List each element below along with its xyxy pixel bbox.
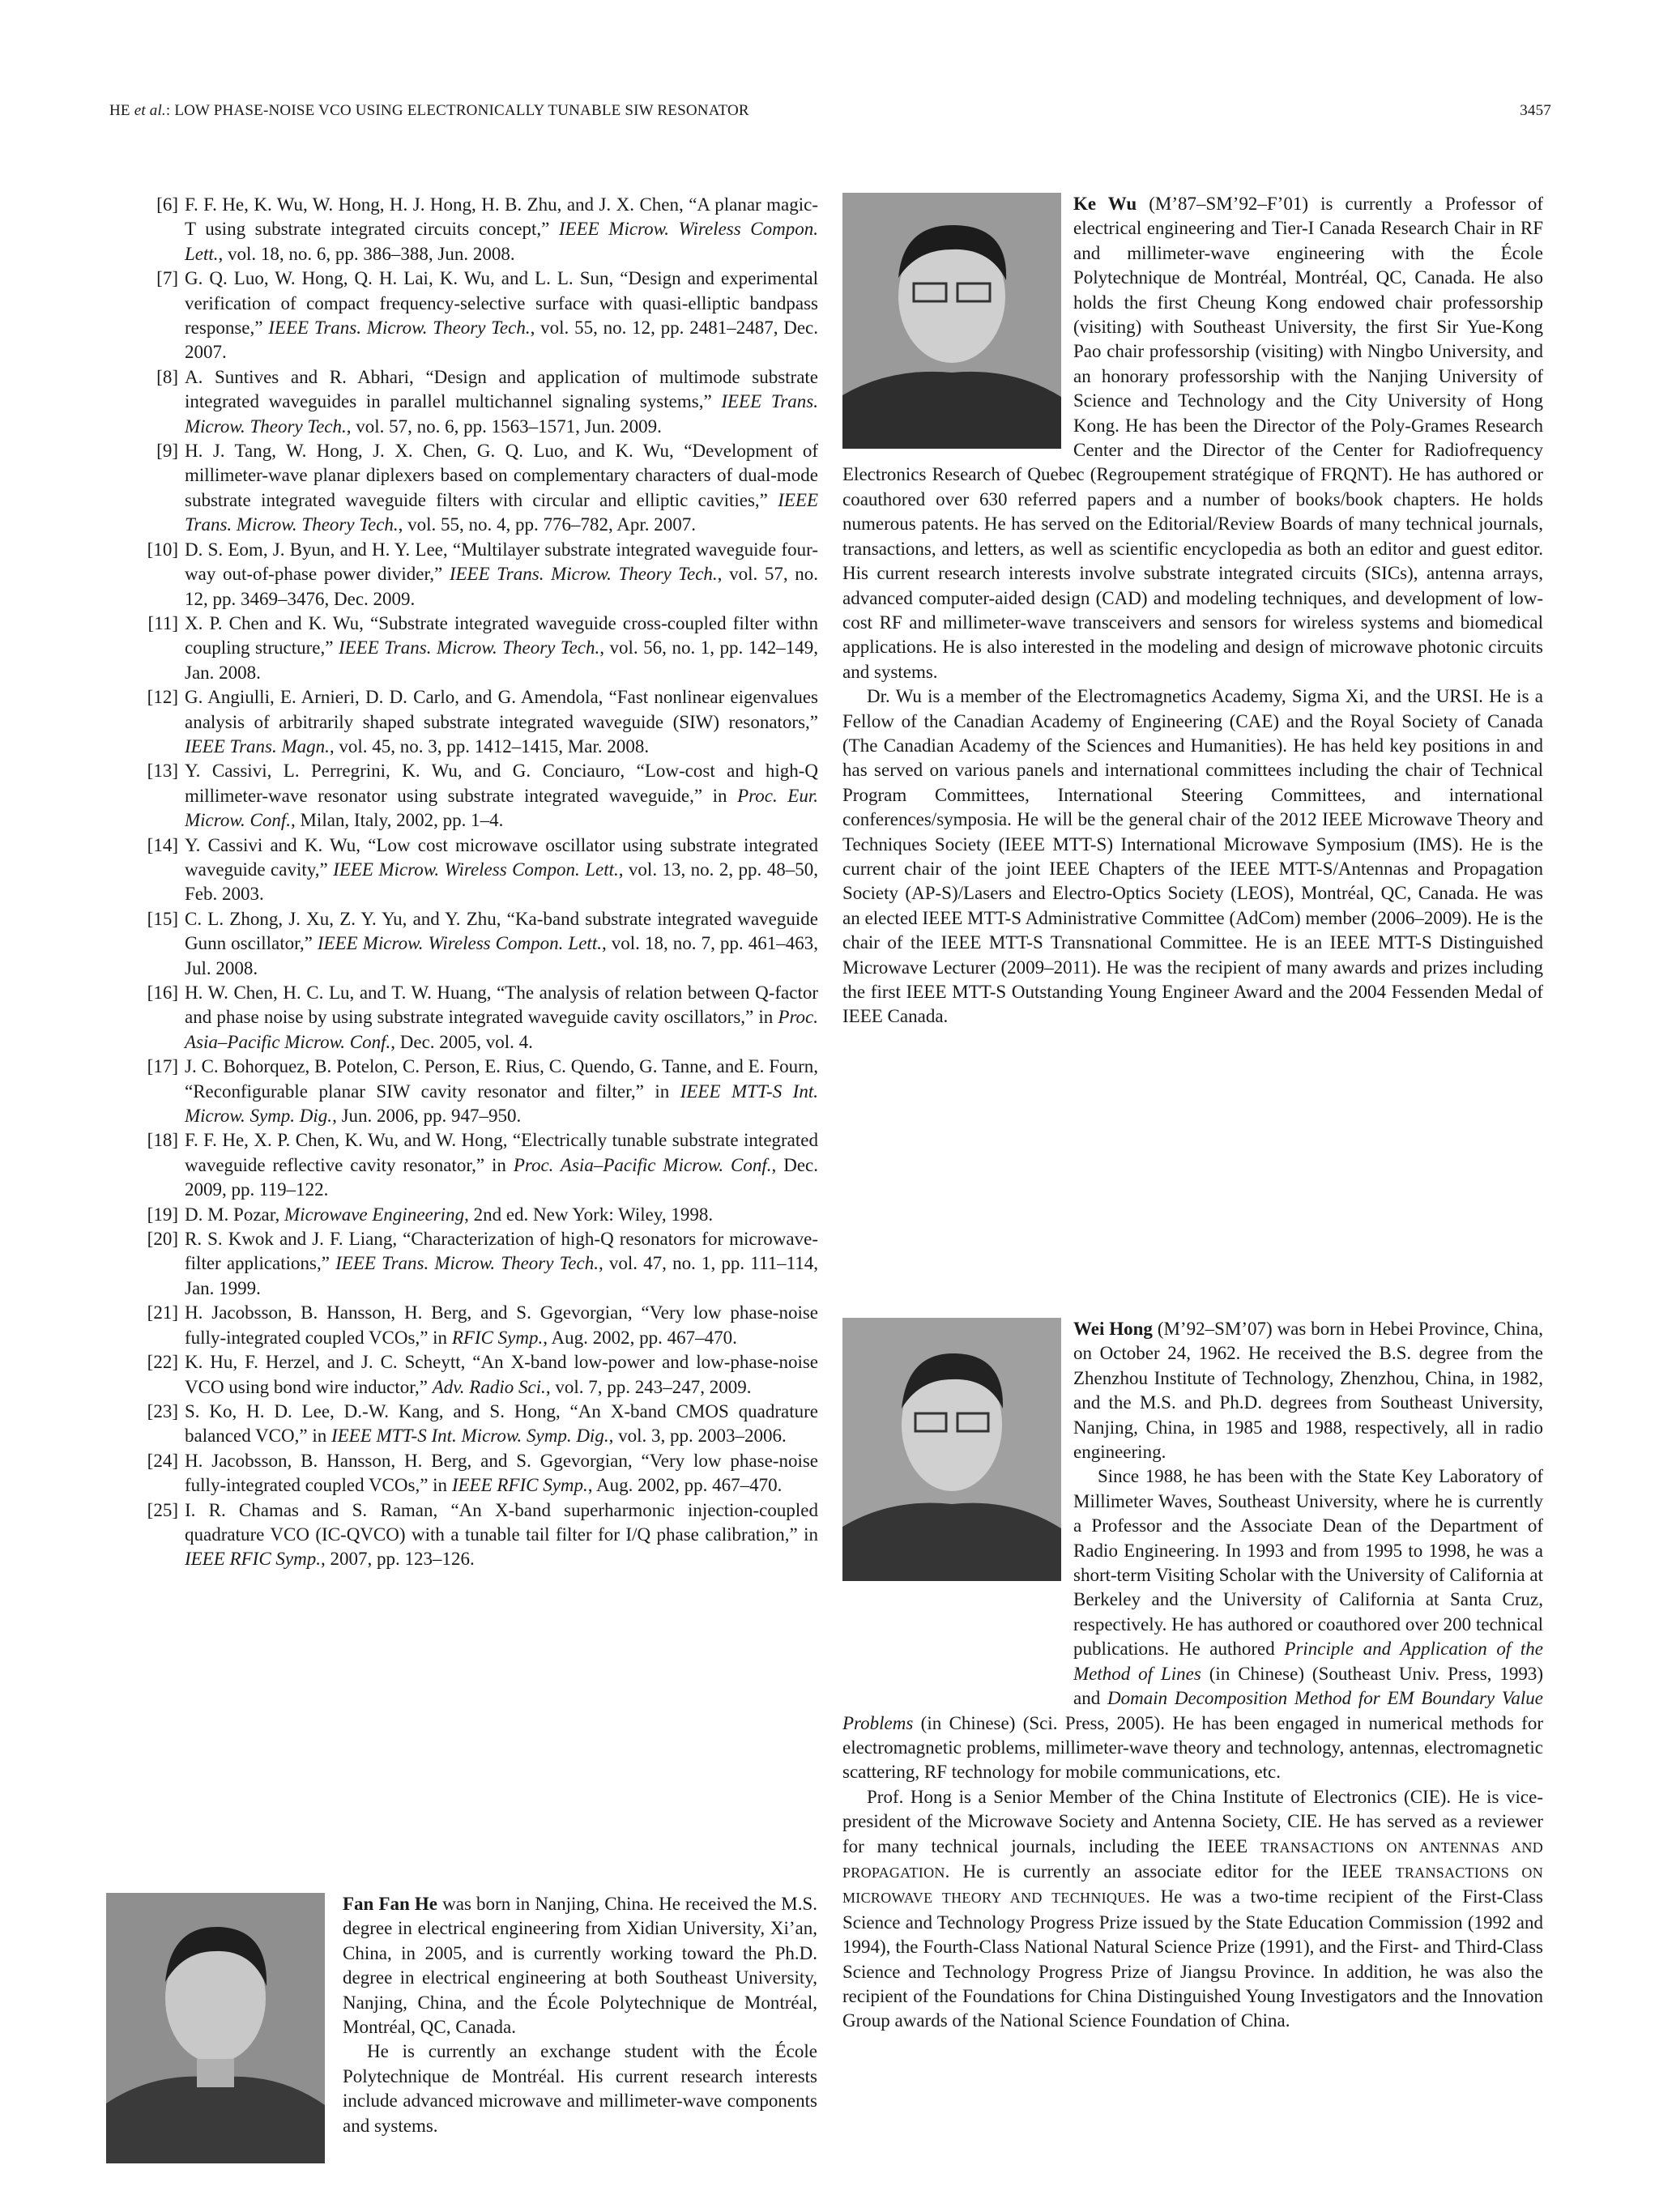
reference-item: [11] X. P. Chen and K. Wu, “Substrate integrated waveguide cross-coupled filter withn coupling structure,” IEEE Trans. Microw. Theory Tech., vol. 56, no. 1, pp. 142–149, Jan. 2008. xyxy=(130,612,818,685)
reference-number: [15] xyxy=(147,908,178,929)
reference-item: [21] H. Jacobsson, B. Hansson, H. Berg, and S. Ggevorgian, “Very low phase-noise fully-integrated coupled VCOs,” in RFIC Symp., Aug. 2002, pp. 467–470. xyxy=(130,1301,818,1350)
reference-item: [8] A. Suntives and R. Abhari, “Design and application of multimode substrate integrated waveguides in parallel multichannel signaling systems,” IEEE Trans. Microw. Theory Tech., vol. 57, no. 6, pp. 1563–1571, Jun. 2009. xyxy=(130,365,818,439)
running-header xyxy=(109,102,1551,134)
reference-item: [25] I. R. Chamas and S. Raman, “An X-band superharmonic injection-coupled quadrature VCO (IC-QVCO) with a tunable tail filter for I/Q phase calibration,” in IEEE RFIC Symp., 2007, pp. 123–126. xyxy=(130,1498,818,1572)
reference-number: [19] xyxy=(147,1204,178,1225)
reference-item: [15] C. L. Zhong, J. Xu, Z. Y. Yu, and Y. Zhu, “Ka-band substrate integrated waveguide Gunn oscillator,” IEEE Microw. Wireless Compon. Lett., vol. 18, no. 7, pp. 461–463, Jul. 2008. xyxy=(130,907,818,981)
reference-number: [17] xyxy=(147,1056,178,1077)
reference-number: [24] xyxy=(147,1450,178,1471)
reference-number: [13] xyxy=(147,761,178,782)
reference-number: [14] xyxy=(147,834,178,855)
reference-item: [23] S. Ko, H. D. Lee, D.-W. Kang, and S. Hong, “An X-band CMOS quadrature balanced VCO,” in IEEE MTT-S Int. Microw. Symp. Dig., vol. 3, pp. 2003–2006. xyxy=(130,1400,818,1449)
reference-item: [10] D. S. Eom, J. Byun, and H. Y. Lee, “Multilayer substrate integrated waveguide four-way out-of-phase power divider,” IEEE Trans. Microw. Theory Tech., vol. 57, no. 12, pp. 3469–3476, Dec. 2009. xyxy=(130,538,818,612)
reference-number: [8] xyxy=(156,366,178,387)
reference-list xyxy=(130,193,818,1572)
reference-number: [25] xyxy=(147,1499,178,1520)
bio-fan-fan-he: Fan Fan He was born in Nanjing, China. He received the M.S. degree in electrical engineering from Xidian University, Xi’an, China, in 2005, and is currently working toward the Ph.D. degree in electrical engineering at both Southeast University, Nanjing, China, and the École Polytechnique de Montréal, Montréal, QC, Canada. He is currently an exchange student with the École Polytechnique de Montréal. His current research interests include advanced microwave and millimeter-wave components and systems. xyxy=(343,1894,818,2136)
page-number: 3457 xyxy=(1520,102,1551,119)
running-title: HE et al.: LOW PHASE-NOISE VCO USING ELECTRONICALLY TUNABLE SIW RESONATOR xyxy=(109,102,749,119)
reference-number: [12] xyxy=(147,687,178,708)
reference-item: [6] F. F. He, K. Wu, W. Hong, H. J. Hong, H. B. Zhu, and J. X. Chen, “A planar magic-T using substrate integrated circuits concept,” IEEE Microw. Wireless Compon. Lett., vol. 18, no. 6, pp. 386–388, Jun. 2008. xyxy=(130,193,818,266)
reference-item: [16] H. W. Chen, H. C. Lu, and T. W. Huang, “The analysis of relation between Q-factor and phase noise by using substrate integrated waveguide cavity oscillators,” in Proc. Asia–Pacific Microw. Conf., Dec. 2005, vol. 4. xyxy=(130,981,818,1055)
reference-item: [14] Y. Cassivi and K. Wu, “Low cost microwave oscillator using substrate integrated waveguide cavity,” IEEE Microw. Wireless Compon. Lett., vol. 13, no. 2, pp. 48–50, Feb. 2003. xyxy=(130,833,818,907)
reference-item: [24] H. Jacobsson, B. Hansson, H. Berg, and S. Ggevorgian, “Very low phase-noise fully-integrated coupled VCOs,” in IEEE RFIC Symp., Aug. 2002, pp. 467–470. xyxy=(130,1449,818,1498)
reference-item: [20] R. S. Kwok and J. F. Liang, “Characterization of high-Q resonators for microwave-filter applications,” IEEE Trans. Microw. Theory Tech., vol. 47, no. 1, pp. 111–114, Jan. 1999. xyxy=(130,1227,818,1301)
reference-number: [16] xyxy=(147,982,178,1003)
reference-number: [21] xyxy=(147,1302,178,1323)
reference-number: [23] xyxy=(147,1400,178,1421)
author-name-he: Fan Fan He xyxy=(343,1894,438,1914)
reference-number: [18] xyxy=(147,1130,178,1151)
reference-number: [6] xyxy=(156,194,178,215)
author-name-wu: Ke Wu xyxy=(1073,194,1137,214)
photo-spacer-hong xyxy=(842,1317,1073,1702)
bio-ke-wu-text: Ke Wu (M’87–SM’92–F’01) is currently a Professor of electrical engineering and Tier-I Canada Research Chair in RF and millimeter-wave engineering with the École Polytechnique de Montréal, Montréal, QC, Canada. He also holds the first Cheung Kong endowed chair professorship (visiting) with Southeast University, the first Sir Yue-Kong Pao chair professorship (visiting) with Ningbo University, and an honorary professorship with the Nanjing University of Science and Technology and the City University of Hong Kong. He has been the Director of the Poly-Grames Research Center and the Director of the Center for Radiofrequency Electronics Research of Quebec (Regroupement stratégique of FRQNT). He has authored or coauthored over 630 referred papers and a number of books/book chapters. He holds numerous patents. He has served on the Editorial/Review Boards of many technical journals, transactions, and letters, as well as scientific encyclopedia as both an editor and guest editor. His current research interests involve substrate integrated circuits (SICs), antenna arrays, advanced computer-aided design (CAD) and modeling techniques, and development of low-cost RF and millimeter-wave transceivers and sensors for wireless systems and biomedical applications. He is also interested in the modeling and design of microwave photonic circuits and systems. Dr. Wu is a member of the Electromagnetics Academy, Sigma Xi, and the URSI. He is a Fellow of the Canadian Academy of Engineering (CAE) and the Royal Society of Canada (The Canadian Academy of the Sciences and Humanities). He has held key positions in and has served on various panels and international committees including the chair of Technical Program Committees, International Steering Committees, and international conferences/symposia. He will be the general chair of the 2012 IEEE Microwave Theory and Techniques Society (IEEE MTT-S) International Microwave Symposium (IMS). He is the current chair of the joint IEEE Chapters of the IEEE MTT-S/Antennas and Propagation Society (AP-S)/Lasers and Electro-Optics Society (LEOS), Montréal, QC, Canada. He was an elected IEEE MTT-S Administrative Committee (AdCom) member (2006–2009). He is the chair of the IEEE MTT-S Transnational Committee. He is an IEEE MTT-S Distinguished Microwave Lecturer (2009–2011). He was the recipient of many awards and prizes including the first IEEE MTT-S Outstanding Young Engineer Award and the 2004 Fessenden Medal of IEEE Canada. xyxy=(842,194,1543,1027)
reference-number: [22] xyxy=(147,1352,178,1373)
author-photo-he xyxy=(106,1893,325,2163)
reference-item: [18] F. F. He, X. P. Chen, K. Wu, and W. Hong, “Electrically tunable substrate integrated waveguide reflective cavity resonator,” in Proc. Asia–Pacific Microw. Conf., Dec. 2009, pp. 119–122. xyxy=(130,1128,818,1202)
reference-number: [11] xyxy=(147,612,178,633)
reference-number: [10] xyxy=(147,539,178,560)
reference-number: [7] xyxy=(156,268,178,289)
author-name-hong: Wei Hong xyxy=(1073,1319,1153,1339)
reference-item: [17] J. C. Bohorquez, B. Potelon, C. Person, E. Rius, C. Quendo, G. Tanne, and E. Fourn, “Reconfigurable planar SIW cavity resonator and filter,” in IEEE MTT-S Int. Microw. Symp. Dig., Jun. 2006, pp. 947–950. xyxy=(130,1055,818,1128)
reference-item: [19] D. M. Pozar, Microwave Engineering, 2nd ed. New York: Wiley, 1998. xyxy=(130,1203,818,1227)
reference-item: [12] G. Angiulli, E. Arnieri, D. D. Carlo, and G. Amendola, “Fast nonlinear eigenvalues analysis of arbitrarily shaped substrate integrated waveguide (SIW) resonators,” IEEE Trans. Magn., vol. 45, no. 3, pp. 1412–1415, Mar. 2008. xyxy=(130,685,818,759)
reference-item: [22] K. Hu, F. Herzel, and J. C. Scheytt, “An X-band low-power and low-phase-noise VCO using bond wire inductor,” Adv. Radio Sci., vol. 7, pp. 243–247, 2009. xyxy=(130,1350,818,1400)
bio-wei-hong: Wei Hong (M’92–SM’07) was born in Hebei Province, China, on October 24, 1962. He received the B.S. degree from the Zhenzhou Institute of Technology, Zhenzhou, China, in 1982, and the M.S. and Ph.D. degrees from Southeast University, Nanjing, China, in 1985 and 1988, respectively, all in radio engineering. Since 1988, he has been with the State Key Laboratory of Millimeter Waves, Southeast University, where he is currently a Professor and the Associate Dean of the Department of Radio Engineering. In 1993 and from 1995 to 1998, he was a short-term Visiting Scholar with the University of California at Berkeley and the University of California at Santa Cruz, respectively. He has authored or coauthored over 200 technical publications. He authored Principle and Application of the Method of Lines (in Chinese) (Southeast Univ. Press, 1993) and Domain Decomposition Method for EM Boundary Value Problems (in Chinese) (Sci. Press, 2005). He has been engaged in numerical methods for electromagnetic problems, millimeter-wave theory and technology, antennas, electromagnetic scattering, RF technology for mobile communications, etc. Prof. Hong is a Senior Member of the China Institute of Electronics (CIE). He is vice-president of the Microwave Society and Antenna Society, CIE. He has served as a reviewer for many technical journals, including the IEEE TRANSACTIONS ON ANTENNAS AND PROPAGATION. He is currently an associate editor for the IEEE TRANSACTIONS ON MICROWAVE THEORY AND TECHNIQUES. He was a two-time recipient of the First-Class Science and Technology Progress Prize issued by the State Education Commission (1992 and 1994), the Fourth-Class National Natural Science Prize (1991), and the First- and Third-Class Science and Technology Progress Prize of Jiangsu Province. In addition, he was also the recipient of the Foundations for China Distinguished Young Investigators and the Innovation Group awards of the National Science Foundation of China. xyxy=(842,1319,1544,2031)
photo-spacer-wu xyxy=(842,192,1073,456)
reference-item: [7] G. Q. Luo, W. Hong, Q. H. Lai, K. Wu, and L. L. Sun, “Design and experimental verification of compact frequency-selective surface with quasi-elliptic bandpass response,” IEEE Trans. Microw. Theory Tech., vol. 55, no. 12, pp. 2481–2487, Dec. 2007. xyxy=(130,266,818,365)
reference-number: [9] xyxy=(156,441,178,462)
reference-item: [9] H. J. Tang, W. Hong, J. X. Chen, G. Q. Luo, and K. Wu, “Development of millimeter-wave planar diplexers based on complementary characters of dual-mode substrate integrated waveguide filters with circular and elliptic cavities,” IEEE Trans. Microw. Theory Tech., vol. 55, no. 4, pp. 776–782, Apr. 2007. xyxy=(130,439,818,538)
reference-number: [20] xyxy=(147,1229,178,1250)
reference-item: [13] Y. Cassivi, L. Perregrini, K. Wu, and G. Conciauro, “Low-cost and high-Q millimeter-wave resonator using substrate integrated waveguide,” in Proc. Eur. Microw. Conf., Milan, Italy, 2002, pp. 1–4. xyxy=(130,759,818,833)
